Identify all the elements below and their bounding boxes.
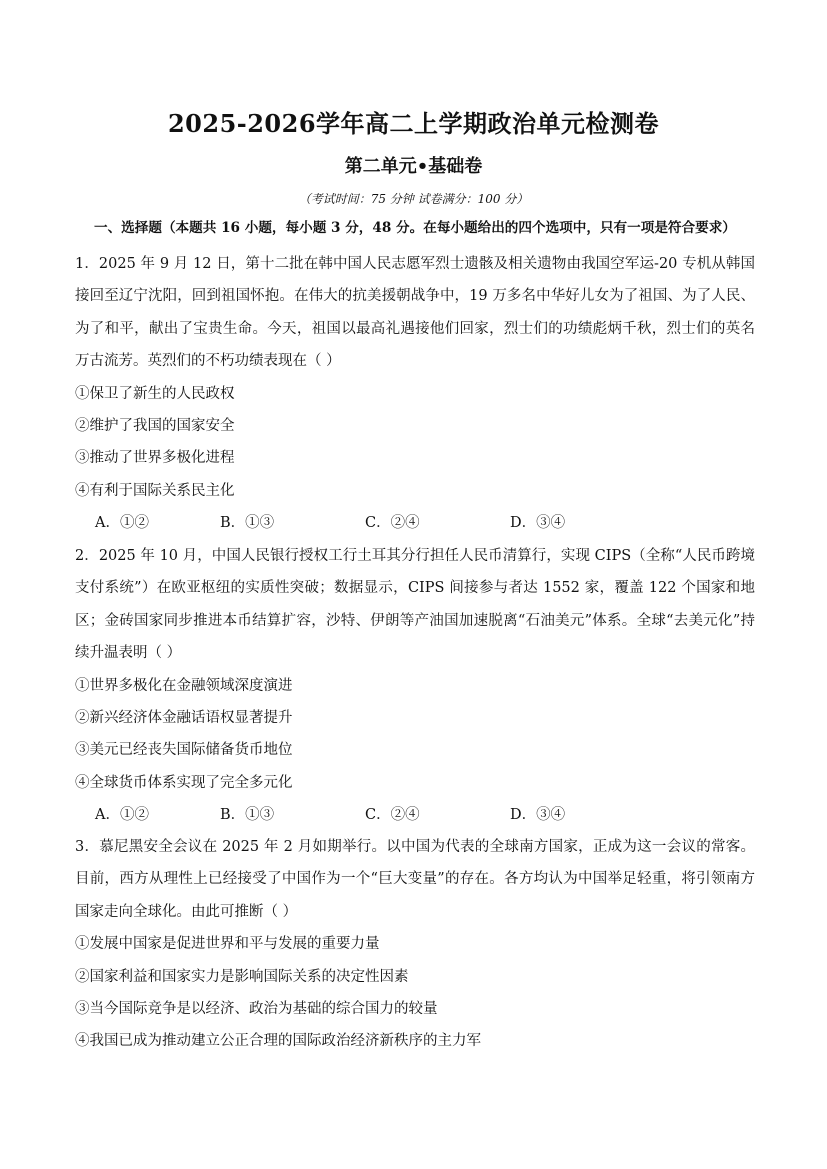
choice-c[interactable]: C．②④ bbox=[365, 515, 420, 532]
question-1 bbox=[75, 248, 755, 540]
choice-d[interactable]: D．③④ bbox=[510, 515, 566, 532]
choice-a[interactable]: A．①② bbox=[95, 807, 149, 824]
statement-option: ④有利于国际关系民主化 bbox=[75, 482, 235, 499]
statement-option: ③推动了世界多极化进程 bbox=[75, 450, 235, 467]
choice-c[interactable]: C．②④ bbox=[365, 807, 420, 824]
statement-option: ③美元已经丧失国际储备货币地位 bbox=[75, 742, 293, 759]
statement-option: ①发展中国家是促进世界和平与发展的重要力量 bbox=[75, 936, 380, 953]
answer-choices bbox=[75, 507, 755, 539]
statement-option: ②新兴经济体金融话语权显著提升 bbox=[75, 710, 293, 727]
statement-option: ①世界多极化在金融领域深度演进 bbox=[75, 677, 293, 694]
question-stem: 1．2025 年 9 月 12 日，第十二批在韩中国人民志愿军烈士遗骸及相关遗物由我国空军运-20 专机从韩国接回至辽宁沈阳，回到祖国怀抱。在伟大的抗美援朝战争中，19 万多名中华好儿女为了祖国、为了人民、为了和平，献出了宝贵生命。今天，祖国以最高礼遇接他们回家，烈士们的功绩彪炳千秋，烈士们的英名万古流芳。英烈们的不朽功绩表现在（ ） bbox=[75, 256, 755, 370]
statement-option: ②国家利益和国家实力是影响国际关系的决定性因素 bbox=[75, 968, 409, 985]
choice-d[interactable]: D．③④ bbox=[510, 807, 566, 824]
statement-option: ④全球货币体系实现了完全多元化 bbox=[75, 774, 293, 791]
exam-subtitle: 第二单元•基础卷 bbox=[344, 156, 483, 177]
question-stem: 2．2025 年 10 月，中国人民银行授权工行土耳其分行担任人民币清算行，实现 CIPS（全称“人民币跨境支付系统”）在欧亚枢纽的实质性突破；数据显示，CIPS 间接参与者达 1552 家，覆盖 122 个国家和地区；金砖国家同步推进本币结算扩容，沙特、伊朗等产油国加速脱离“石油美元”体系。全球“去美元化”持续升温表明（ ） bbox=[75, 548, 755, 662]
exam-title: 2025-2026学年高二上学期政治单元检测卷 bbox=[167, 109, 660, 138]
choice-a[interactable]: A．①② bbox=[95, 515, 149, 532]
question-3 bbox=[75, 831, 755, 1058]
choice-b[interactable]: B．①③ bbox=[220, 807, 275, 824]
section-heading: 一、选择题（本题共 16 小题，每小题 3 分，48 分。在每小题给出的四个选项中，只有一项是符合要求） bbox=[94, 220, 736, 236]
statement-option: ④我国已成为推动建立公正合理的国际政治经济新秩序的主力军 bbox=[75, 1033, 481, 1050]
choice-b[interactable]: B．①③ bbox=[220, 515, 275, 532]
question-2 bbox=[75, 540, 755, 832]
statement-option: ②维护了我国的国家安全 bbox=[75, 418, 235, 435]
statement-option: ①保卫了新生的人民政权 bbox=[75, 385, 235, 402]
exam-info: （考试时间：75 分钟 试卷满分：100 分） bbox=[298, 192, 529, 206]
answer-choices bbox=[75, 799, 755, 831]
question-stem: 3．慕尼黑安全会议在 2025 年 2 月如期举行。以中国为代表的全球南方国家，正成为这一会议的常客。目前，西方从理性上已经接受了中国作为一个“巨大变量”的存在。各方均认为中国举足轻重，将引领南方国家走向全球化。由此可推断（ ） bbox=[75, 839, 755, 920]
statement-option: ③当今国际竞争是以经济、政治为基础的综合国力的较量 bbox=[75, 1001, 438, 1017]
